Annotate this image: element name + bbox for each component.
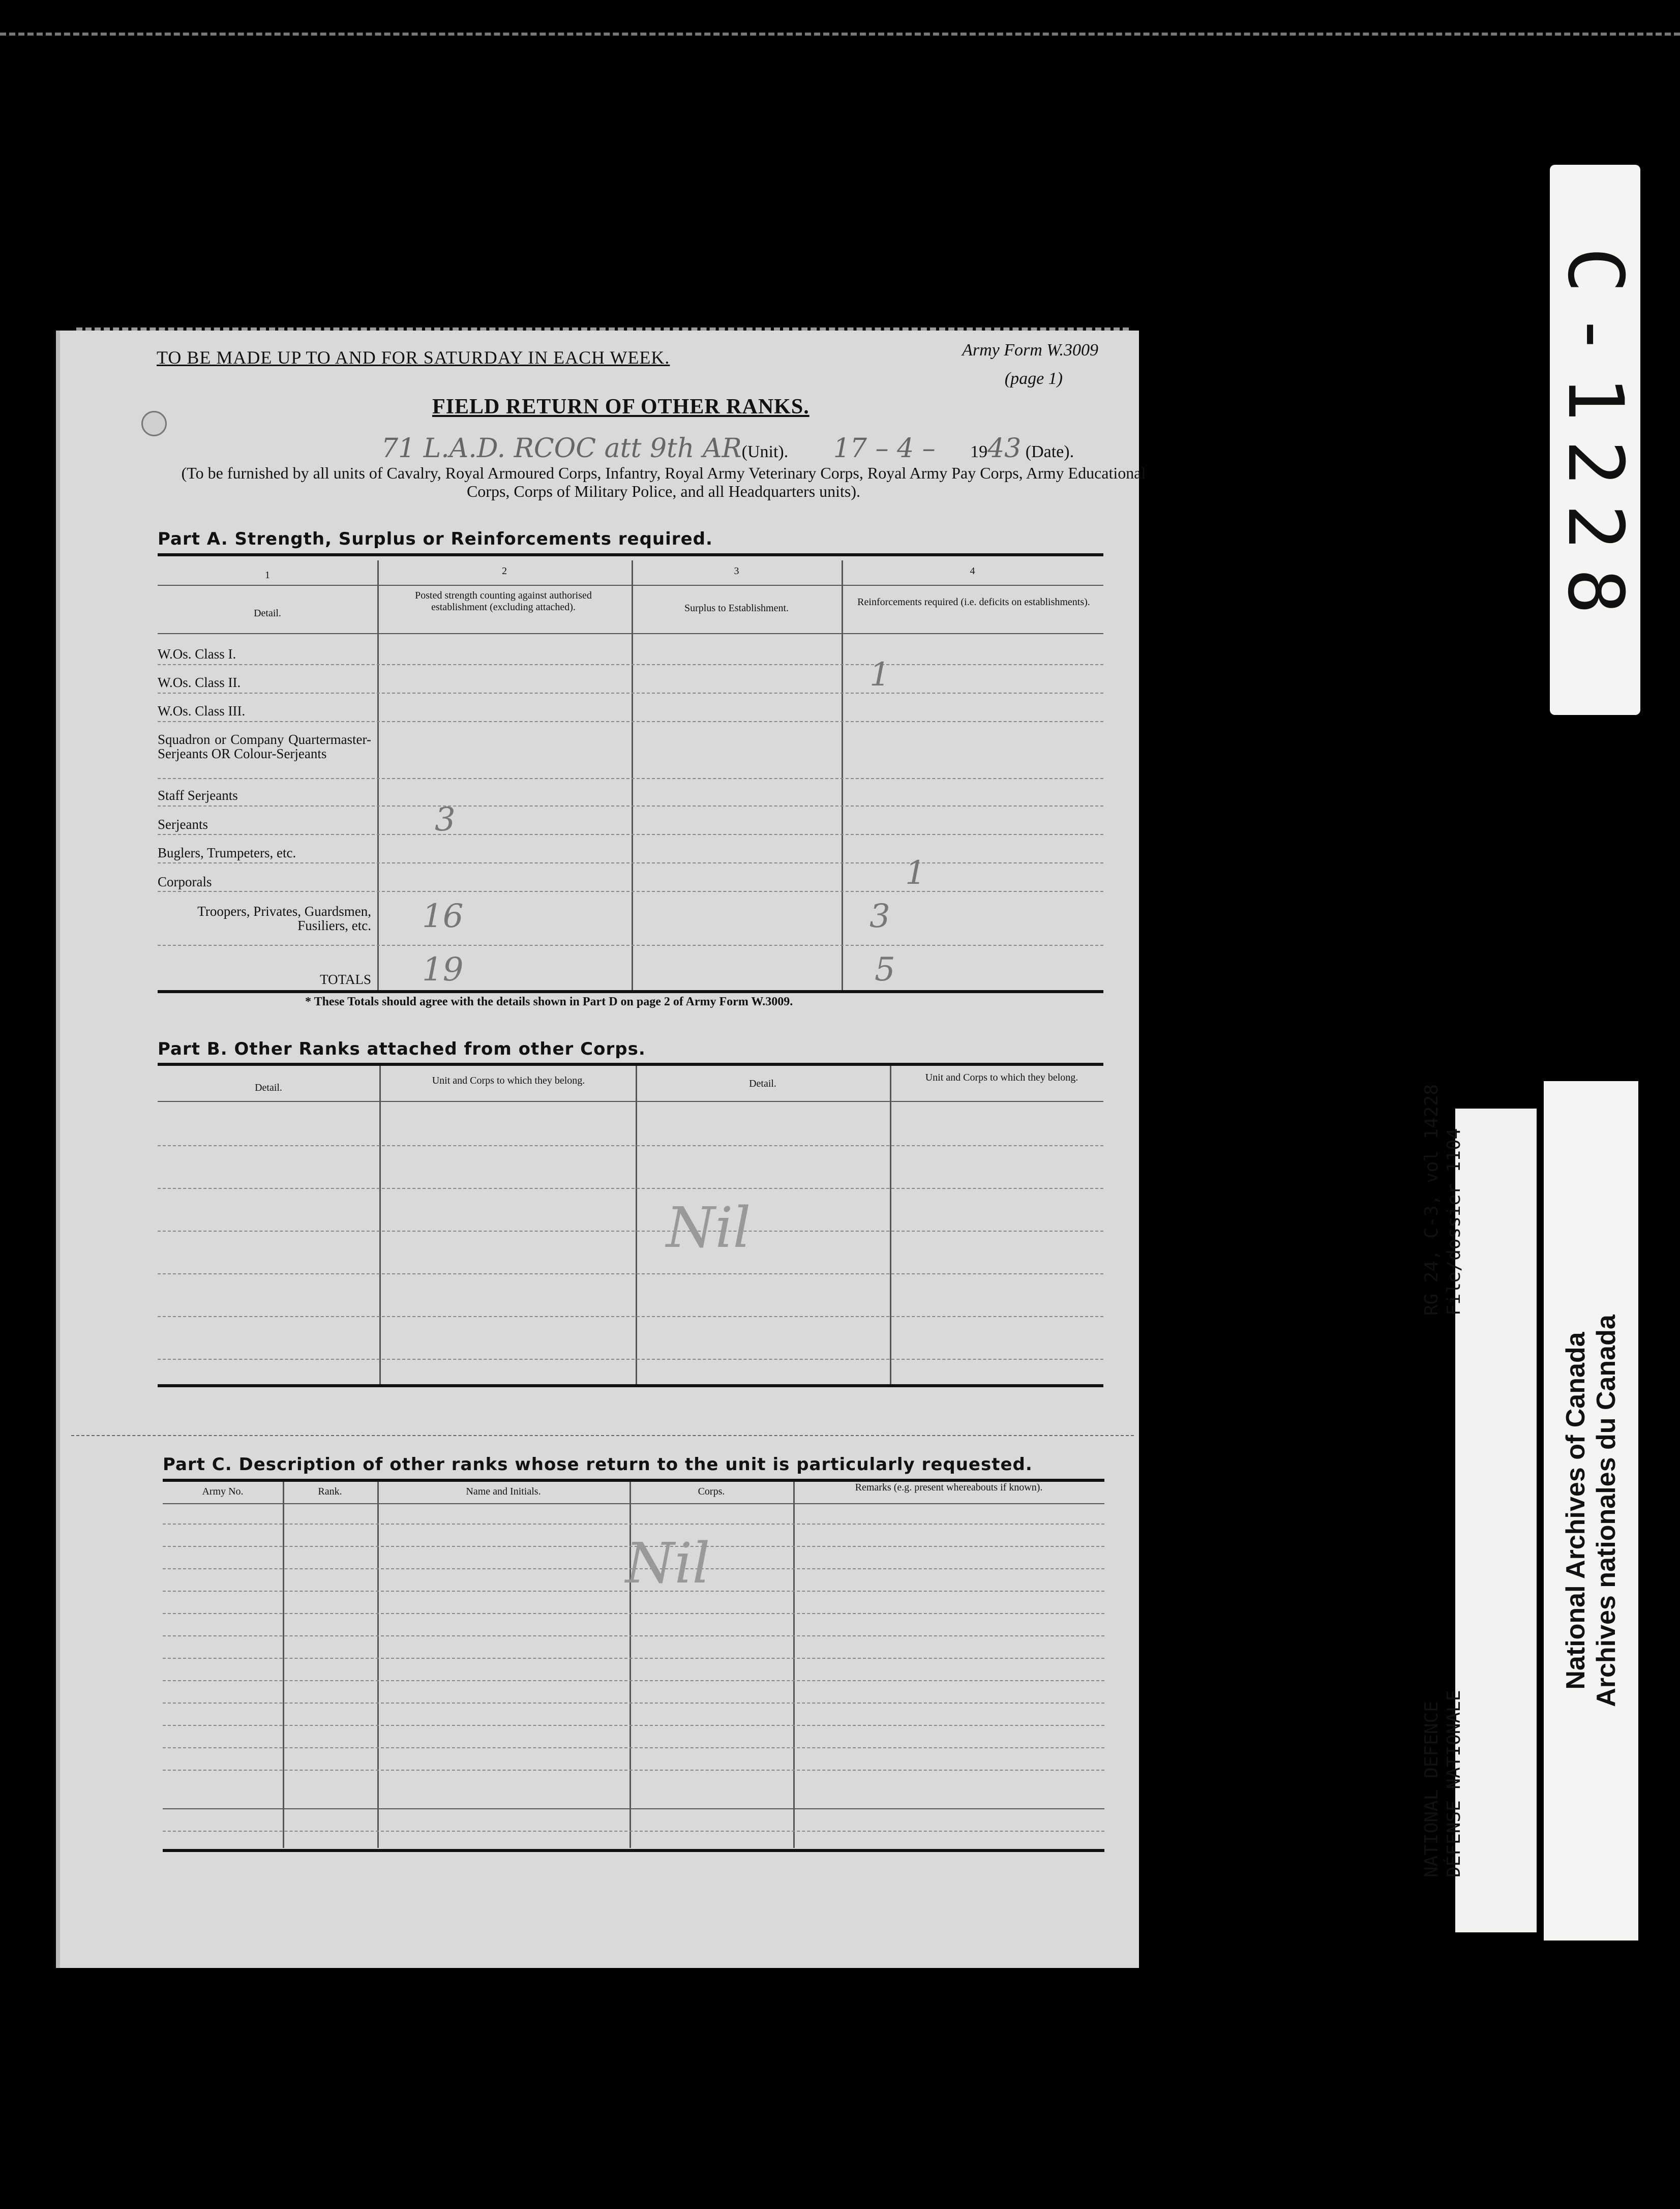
part-c-header-remarks: Remarks (e.g. present whereabouts if known). — [855, 1482, 1043, 1493]
part-b-col-divider — [636, 1066, 637, 1385]
totals-reinforcements: 5 — [875, 951, 895, 989]
form-page — [56, 331, 1146, 1968]
dept-name-en: NATIONAL DEFENCE — [1421, 1701, 1442, 1877]
col-number-3: 3 — [734, 565, 739, 577]
part-c-header-rank: Rank. — [318, 1486, 342, 1497]
frame-number: C-1228 — [1551, 247, 1639, 633]
row-rule — [158, 778, 1103, 779]
totals-posted: 19 — [422, 951, 464, 989]
row-rule — [163, 1831, 1104, 1832]
form-number: Army Form W.3009 — [962, 341, 1098, 360]
page-number: (page 1) — [1004, 369, 1063, 388]
row-rule — [163, 1680, 1104, 1681]
col-header-surplus: Surplus to Establishment. — [684, 603, 789, 614]
row-rule — [158, 1231, 1103, 1232]
form-instruction: TO BE MADE UP TO AND FOR SATURDAY IN EACH WEEK. — [157, 347, 670, 368]
part-c-col-divider — [377, 1482, 379, 1848]
part-b-col-divider — [890, 1066, 891, 1385]
row-rule — [158, 834, 1103, 835]
col-number-2: 2 — [502, 565, 507, 577]
row-rule — [158, 1188, 1103, 1189]
part-c-nil: Nil — [625, 1531, 710, 1596]
form-intro: (To be furnished by all units of Cavalry, Royal Armoured Corps, Infantry, Royal Army Veterinary Corps, Royal Army Pay Corps, Army Educational Corps, Corps of Military Police, and all Headquarters units). — [181, 464, 1146, 500]
row-label-staff-serjeants: Staff Serjeants — [158, 788, 238, 803]
part-c-title: Part C. Description of other ranks whose return to the unit is particularly requested. — [163, 1454, 1033, 1475]
archive-name-en: National Archives of Canada — [1561, 1332, 1591, 1690]
part-c-header-army-no: Army No. — [202, 1486, 244, 1497]
part-a-title: Part A. Strength, Surplus or Reinforcements required. — [158, 529, 713, 549]
part-b-title: Part B. Other Ranks attached from other Corps. — [158, 1039, 646, 1059]
unit-date-line — [381, 433, 1144, 464]
troopers-posted: 16 — [422, 898, 464, 935]
row-label-wo1: W.Os. Class I. — [158, 646, 236, 662]
troopers-reinforcements: 3 — [869, 898, 890, 935]
part-b-header-rule — [158, 1101, 1103, 1102]
archive-text — [1561, 1315, 1622, 1707]
reference-line-1: RG 24, C-3, vol 14228 — [1421, 1084, 1442, 1316]
row-rule — [158, 891, 1103, 892]
row-rule — [163, 1725, 1104, 1726]
part-b-top-rule — [158, 1063, 1103, 1066]
part-a-col-divider — [377, 560, 379, 990]
part-a-col-divider — [842, 560, 843, 990]
frame-number-label — [1550, 165, 1640, 715]
part-a-number-rule — [158, 585, 1103, 586]
totals-footnote: * These Totals should agree with the details shown in Part D on page 2 of Army Form W.3009. — [305, 995, 793, 1008]
reference-text — [1421, 1084, 1465, 1877]
row-label-buglers: Buglers, Trumpeters, etc. — [158, 845, 296, 860]
reference-line-2: File/dossier 1104 — [1444, 1128, 1464, 1316]
part-c-header-name: Name and Initials. — [466, 1486, 541, 1497]
part-a-col-divider — [632, 560, 633, 990]
row-rule — [158, 862, 1103, 863]
row-rule — [163, 1635, 1104, 1636]
row-label-wo3: W.Os. Class III. — [158, 703, 246, 719]
row-label-troopers: Troopers, Privates, Guardsmen, Fusiliers, etc. — [197, 904, 371, 933]
row-rule — [163, 1703, 1104, 1704]
part-a-header-rule — [158, 633, 1103, 634]
date-label: (Date). — [1025, 442, 1074, 461]
wo2-reinforcements: 1 — [869, 656, 890, 694]
part-c-col-divider — [283, 1482, 284, 1848]
part-b-header-unit-2: Unit and Corps to which they belong. — [925, 1072, 1078, 1083]
totals-label: TOTALS — [320, 972, 371, 987]
row-rule — [158, 1316, 1103, 1317]
row-rule — [158, 664, 1103, 665]
col-number-4: 4 — [970, 565, 975, 577]
row-rule — [163, 1808, 1104, 1809]
col-header-posted: Posted strength counting against authorised establishment (excluding attached). — [415, 590, 592, 613]
unit-label: (Unit). — [741, 442, 789, 461]
part-c-header-rule — [163, 1503, 1104, 1504]
reference-numbers — [1421, 1084, 1465, 1316]
row-rule — [158, 805, 1103, 807]
unit-handwritten: 71 L.A.D. RCOC att 9th AR — [381, 433, 742, 464]
row-rule — [158, 1145, 1103, 1146]
row-rule — [163, 1747, 1104, 1748]
archive-label — [1544, 1081, 1638, 1941]
row-rule — [163, 1658, 1104, 1659]
part-c-header-corps: Corps. — [698, 1486, 725, 1497]
row-rule — [158, 945, 1103, 946]
film-top-border — [0, 33, 1680, 36]
date-handwritten: 17 – 4 – — [833, 433, 936, 464]
part-b-nil: Nil — [666, 1195, 751, 1260]
part-b-col-divider — [379, 1066, 381, 1385]
page-fold-line — [71, 1435, 1134, 1436]
reference-label — [1421, 1084, 1537, 1932]
punch-hole — [141, 411, 167, 436]
row-rule — [163, 1524, 1104, 1525]
part-b-header-unit-1: Unit and Corps to which they belong. — [432, 1075, 585, 1086]
row-label-wo2: W.Os. Class II. — [158, 675, 241, 690]
dept-name-fr: DÉFENSE NATIONALE — [1444, 1690, 1464, 1877]
part-b-bottom-rule — [158, 1384, 1103, 1387]
row-rule — [158, 693, 1103, 694]
form-number-block — [962, 341, 1098, 389]
page-perforation — [76, 327, 1129, 331]
row-label-cqms: Squadron or Company Quartermaster-Serjeants OR Colour-Serjeants — [158, 732, 371, 761]
row-rule — [158, 1359, 1103, 1360]
form-title: FIELD RETURN OF OTHER RANKS. — [432, 395, 809, 419]
row-rule — [163, 1613, 1104, 1614]
row-rule — [158, 721, 1103, 722]
row-rule — [158, 1273, 1103, 1274]
part-b-header-detail-2: Detail. — [749, 1078, 776, 1089]
col-header-reinforcements: Reinforcements required (i.e. deficits on establishments). — [857, 596, 1090, 608]
serjeants-posted: 3 — [435, 801, 456, 839]
row-rule — [163, 1770, 1104, 1771]
corporals-reinforcements: 1 — [905, 854, 926, 892]
row-label-corporals: Corporals — [158, 874, 212, 889]
col-number-1: 1 — [265, 570, 270, 581]
year-prefix: 19 — [970, 442, 988, 461]
row-label-serjeants: Serjeants — [158, 817, 208, 832]
part-a-bottom-rule — [158, 990, 1103, 993]
part-c-bottom-rule — [163, 1849, 1104, 1852]
year-handwritten: 43 — [987, 433, 1022, 464]
archive-name-fr: Archives nationales du Canada — [1592, 1315, 1621, 1707]
part-b-header-detail-1: Detail. — [255, 1082, 282, 1093]
part-c-col-divider — [793, 1482, 795, 1848]
col-header-detail: Detail. — [254, 608, 281, 619]
part-a-top-rule — [158, 553, 1103, 556]
